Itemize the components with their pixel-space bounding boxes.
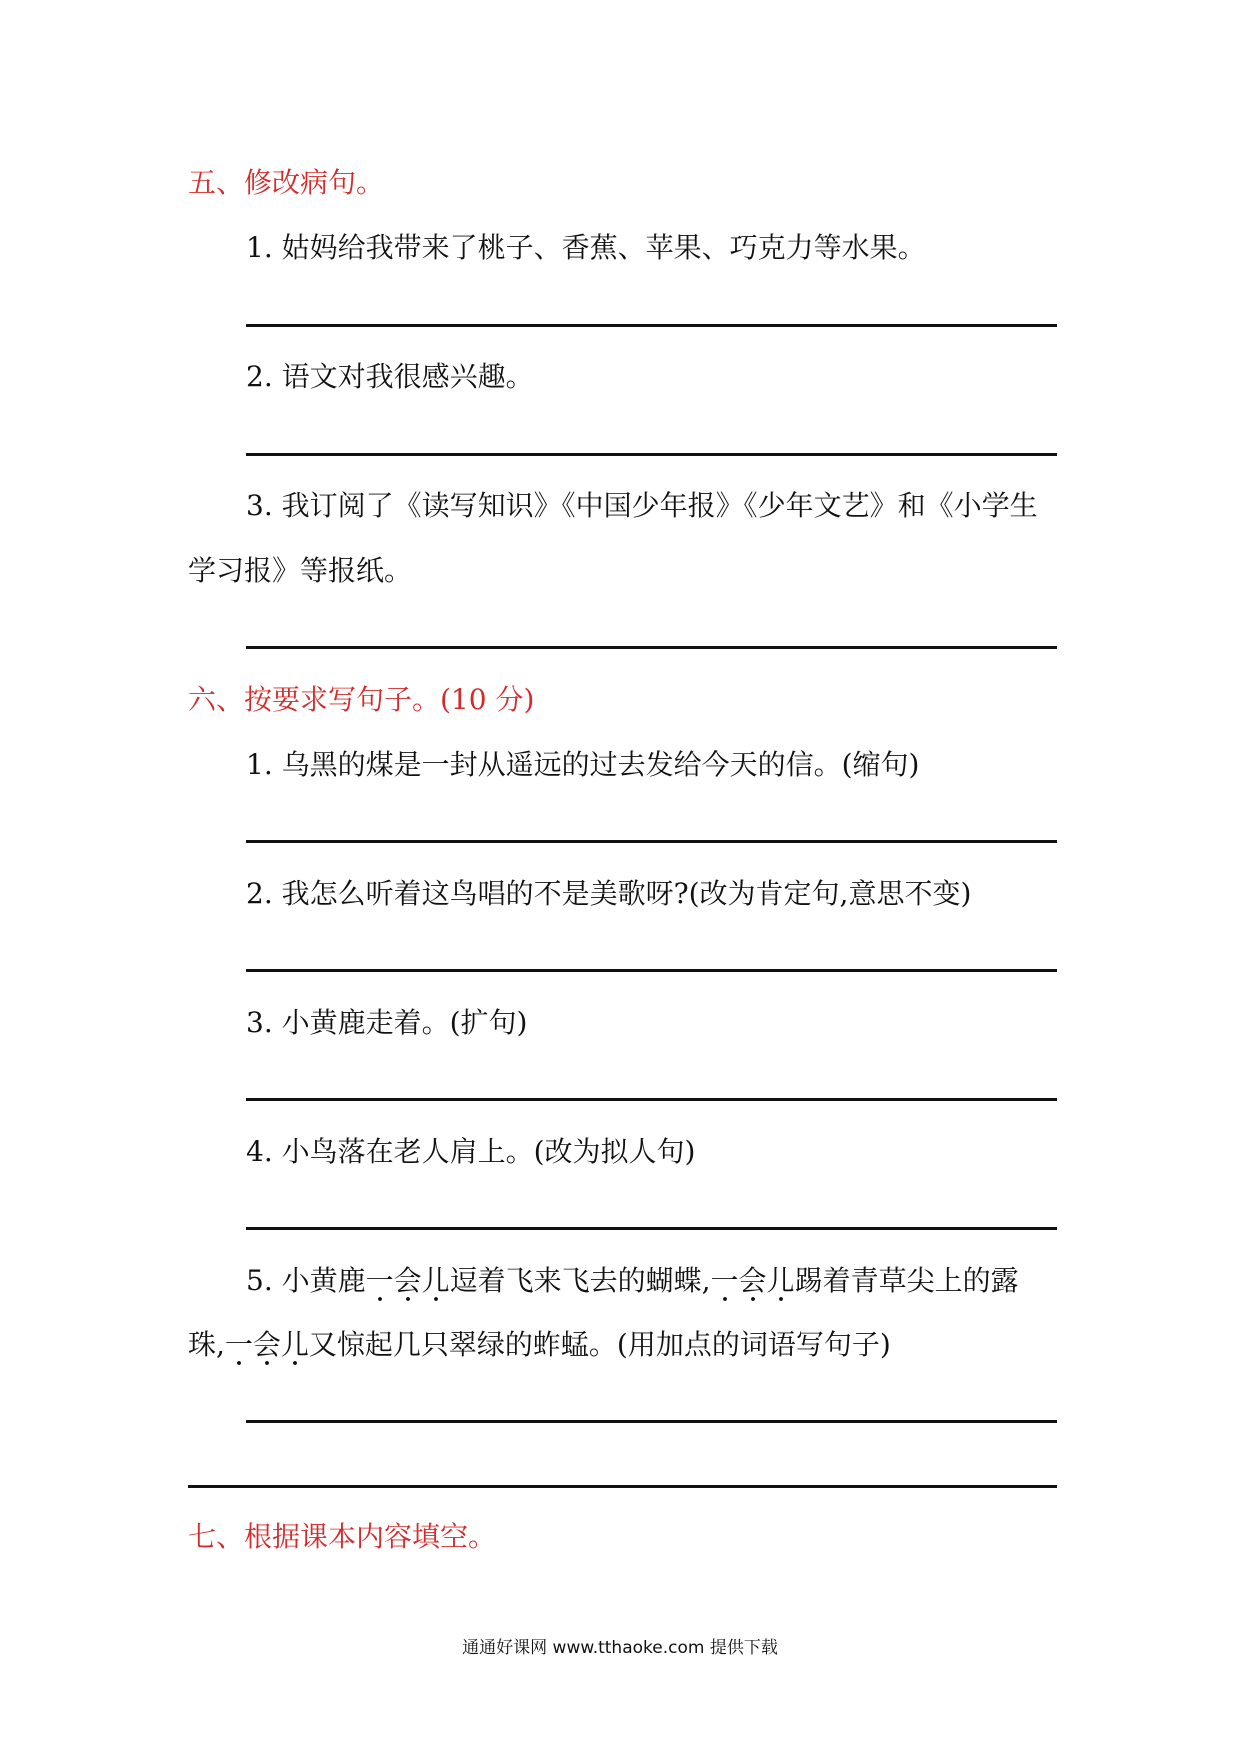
s5-question-3-line-2: 学习报》等报纸。 (188, 554, 413, 587)
section-5-heading: 五、修改病句。 (188, 166, 385, 199)
s6-q5-dotted-word: 一会儿 (225, 1328, 309, 1367)
s5-q2-answer-line[interactable] (246, 453, 1057, 456)
s6-q5-answer-line-1[interactable] (246, 1420, 1057, 1423)
s6-question-1: 1. 乌黑的煤是一封从遥远的过去发给今天的信。(缩句) (246, 748, 920, 781)
s5-q1-answer-line[interactable] (246, 324, 1057, 327)
s6-q5-answer-line-2[interactable] (188, 1485, 1057, 1488)
s5-question-2: 2. 语文对我很感兴趣。 (246, 360, 534, 393)
page-footer: 通通好课网 www.tthaoke.com 提供下载 (462, 1638, 778, 1658)
s6-question-5-line-1 (246, 1261, 1019, 1301)
s6-q5-text: 5. 小黄鹿 (246, 1264, 366, 1297)
s6-q5-text: 踢着青草尖上的露 (794, 1264, 1019, 1297)
s5-question-1: 1. 姑妈给我带来了桃子、香蕉、苹果、巧克力等水果。 (246, 231, 926, 264)
s6-question-4: 4. 小鸟落在老人肩上。(改为拟人句) (246, 1135, 696, 1168)
section-7-heading: 七、根据课本内容填空。 (188, 1520, 497, 1553)
s6-question-3: 3. 小黄鹿走着。(扩句) (246, 1006, 528, 1039)
s6-q5-dotted-word: 一会儿 (366, 1264, 450, 1303)
s6-q5-dotted-word: 一会儿 (711, 1264, 795, 1303)
s6-q4-answer-line[interactable] (246, 1227, 1057, 1230)
section-6-heading: 六、按要求写句子。(10 分) (188, 683, 535, 716)
s6-q3-answer-line[interactable] (246, 1098, 1057, 1101)
s5-question-3-line-1: 3. 我订阅了《读写知识》《中国少年报》《少年文艺》和《小学生 (246, 489, 1038, 522)
s6-q5-text: 逗着飞来飞去的蝴蝶, (449, 1264, 711, 1297)
s6-question-5-line-2 (188, 1325, 891, 1365)
s6-question-2: 2. 我怎么听着这鸟唱的不是美歌呀?(改为肯定句,意思不变) (246, 877, 972, 910)
s5-q3-answer-line[interactable] (246, 646, 1057, 649)
s6-q5-text: 珠, (188, 1328, 225, 1361)
s6-q1-answer-line[interactable] (246, 840, 1057, 843)
s6-q2-answer-line[interactable] (246, 969, 1057, 972)
s6-q5-text: 又惊起几只翠绿的蚱蜢。(用加点的词语写句子) (308, 1328, 891, 1361)
